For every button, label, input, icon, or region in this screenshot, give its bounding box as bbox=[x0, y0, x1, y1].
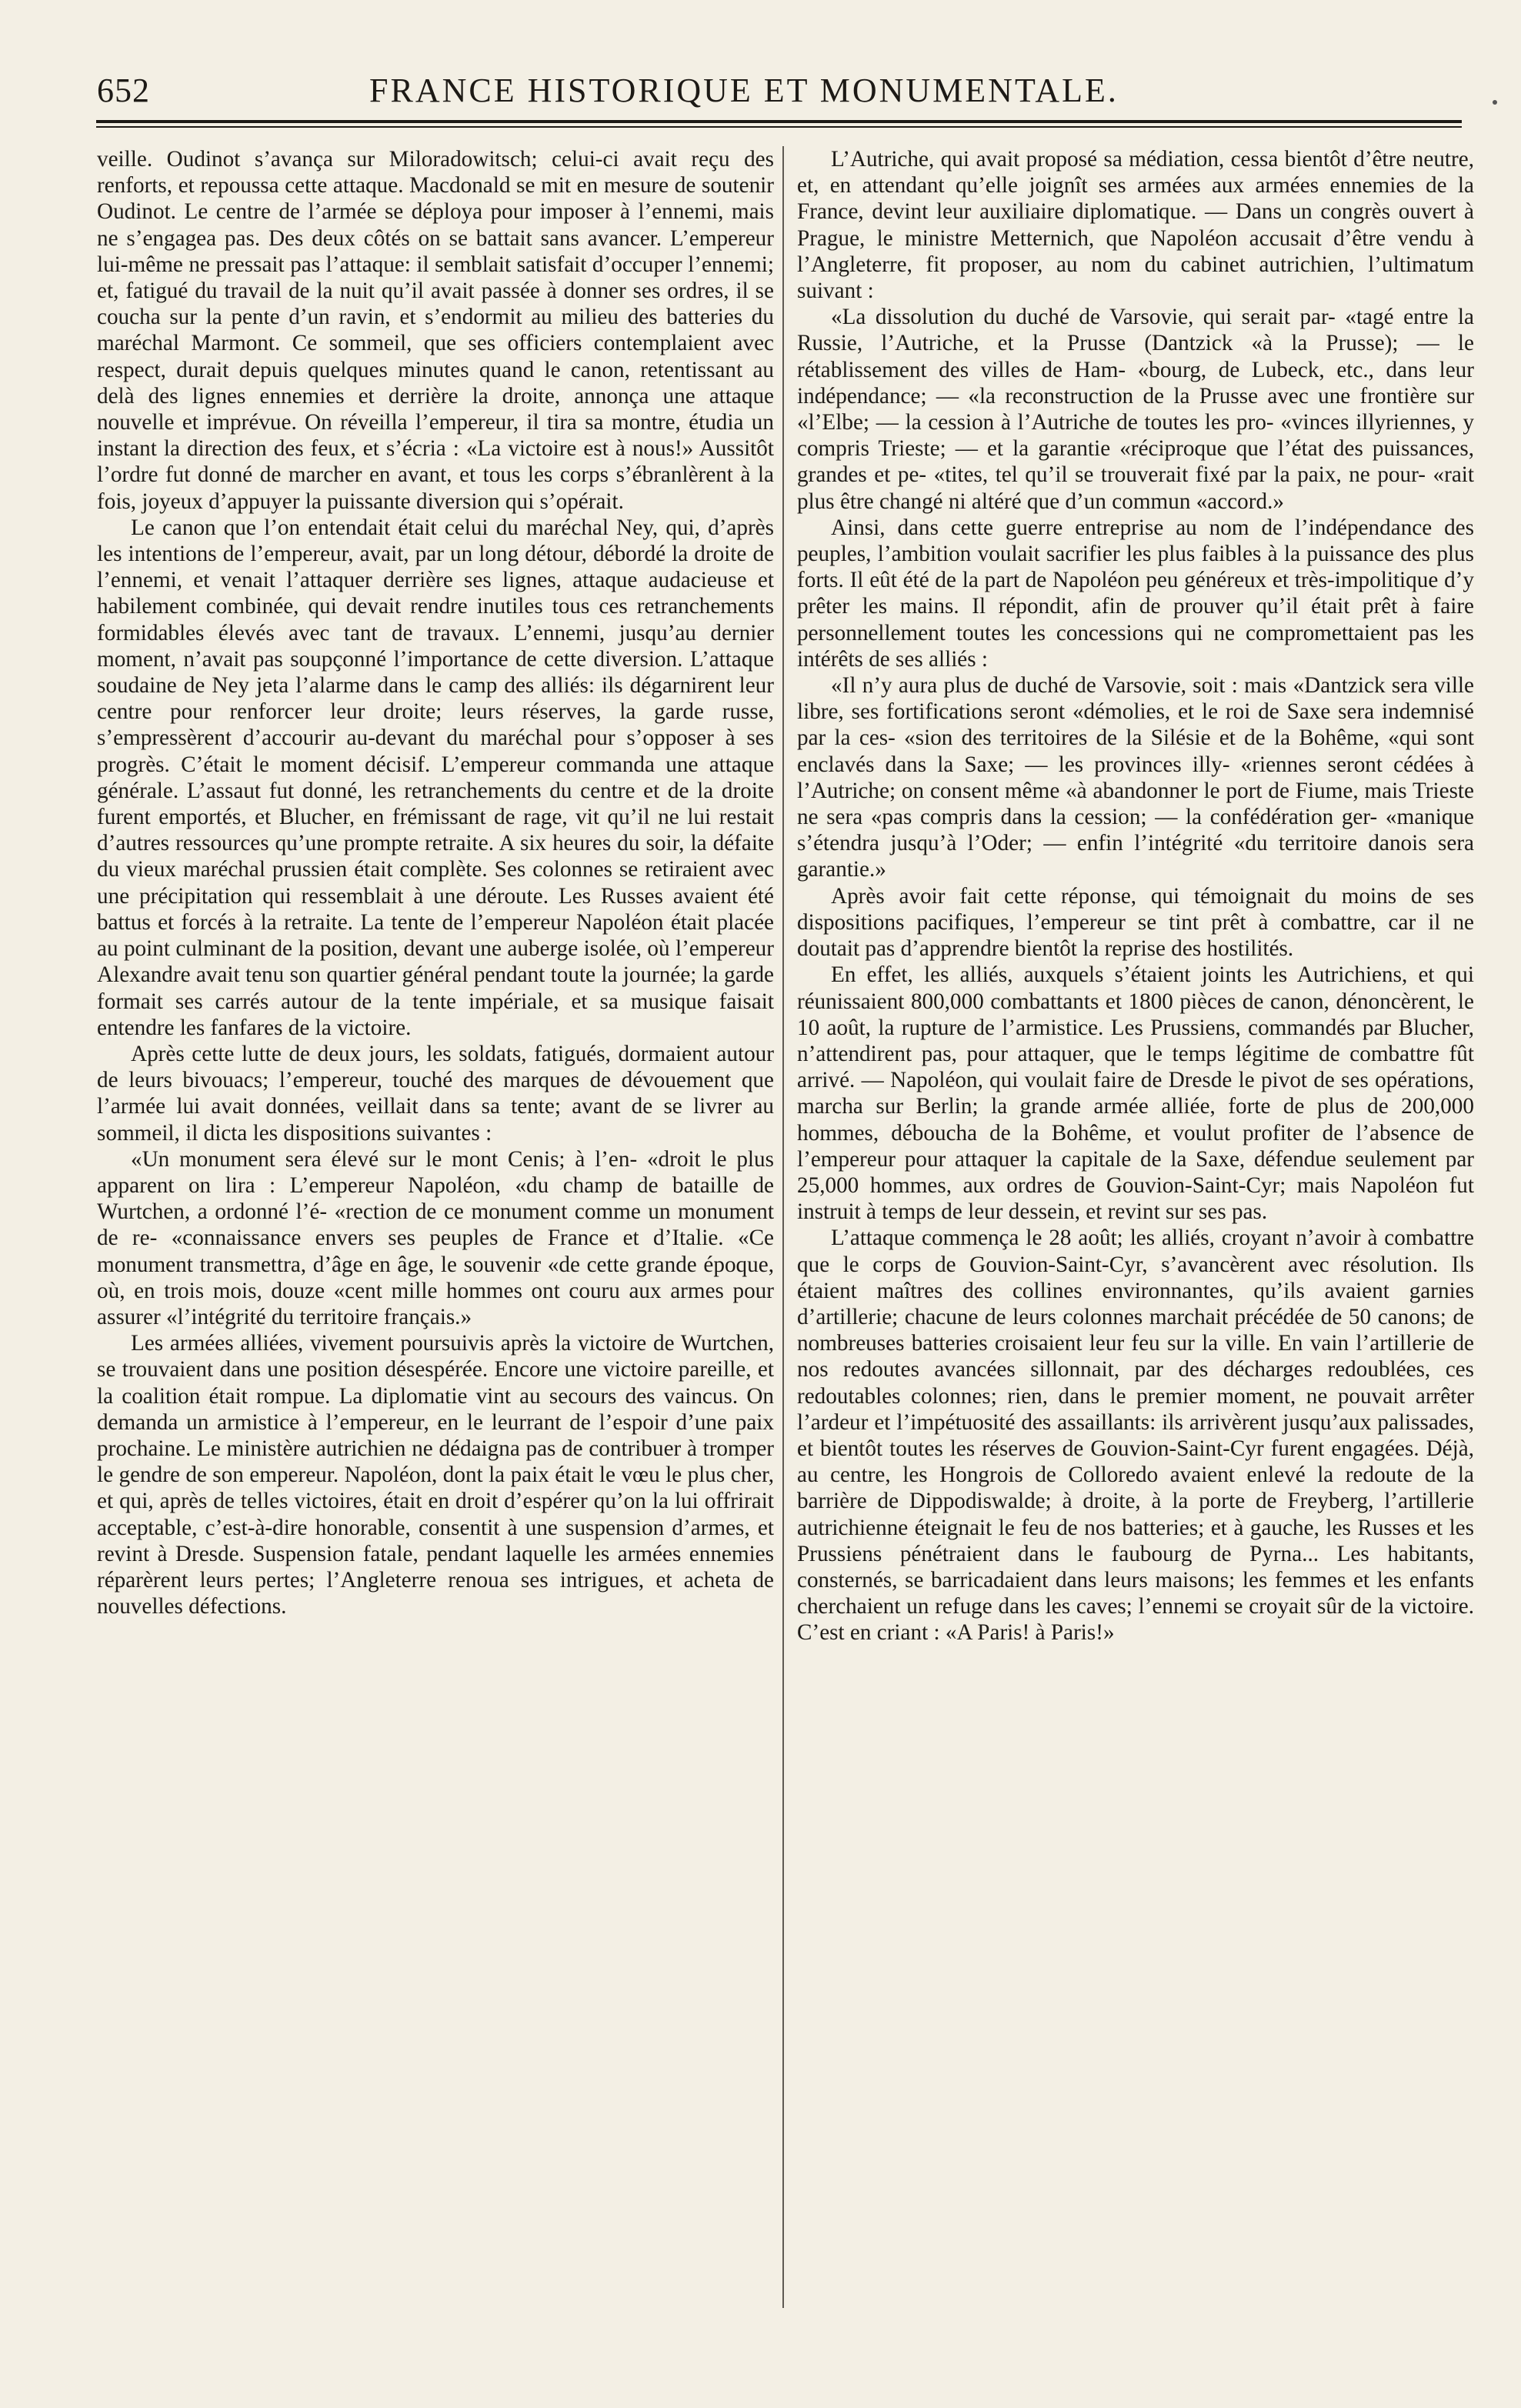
page-header bbox=[92, 71, 1477, 117]
right-column bbox=[797, 146, 1474, 1646]
paragraph: L’attaque commença le 28 août; les alliés, croyant n’avoir à combattre que le corps de Gouvion-Saint-Cyr, s’avancèrent avec résolution. Ils étaient maîtres des collines environnantes, qu’ils avaient garnies d’artillerie; chacune de leurs colonnes marchait précédée de 50 canons; de nombreuses batteries croisaient leur feu sur la ville. En vain l’artillerie de nos redoutes avancées sillonnait, par des décharges redoublées, ces redoutables colonnes; rien, dans le premier moment, ne pouvait arrêter l’ardeur et l’impétuosité des assaillants: ils arrivèrent jusqu’aux palissades, et bientôt toutes les réserves de Gouvion-Saint-Cyr furent engagées. Déjà, au centre, les Hongrois de Colloredo avaient enlevé la redoute de la barrière de Dippodiswalde; à droite, à la porte de Freyberg, l’artillerie autrichienne éteignait le feu de nos batteries; et à gauche, les Russes et les Prussiens pénétraient dans le faubourg de Pyrna... Les habitants, consternés, se barricadaient dans leurs maisons; les femmes et les enfants cherchaient un refuge dans les caves; l’ennemi se croyait sûr de la victoire. C’est en criant : «A Paris! à Paris!» bbox=[797, 1226, 1474, 1646]
margin-mark bbox=[1493, 100, 1497, 105]
quotation: «Un monument sera élevé sur le mont Cenis; à l’en- «droit le plus apparent on lira : L’empereur Napoléon, «du champ de bataille de Wurtchen, a ordonné l’é- «rection de ce monument comme un monument de re- «connaissance envers ses peuples de France et d’Italie. «Ce monument transmettra, d’âge en âge, le souvenir «de cette grande époque, où, en trois mois, douze «cent mille hommes ont couru aux armes pour assurer «l’intégrité du territoire français.» bbox=[97, 1146, 774, 1329]
running-title: FRANCE HISTORIQUE ET MONUMENTALE. bbox=[369, 72, 1119, 109]
paragraph: Le canon que l’on entendait était celui du maréchal Ney, qui, d’après les intentions de l’empereur, avait, par un long détour, débordé la droite de l’ennemi, et venait l’attaquer derrière ses lignes, attaque audacieuse et habilement combinée, qui devait rendre inutiles tous ces retranchements formidables élevés avec tant de travaux. L’ennemi, jusqu’au dernier moment, n’avait pas soupçonné l’importance de cette diversion. L’attaque soudaine de Ney jeta l’alarme dans le camp des alliés: ils dégarnirent leur centre pour renforcer leur droite; leurs réserves, la garde russe, s’empressèrent d’accourir au-devant du maréchal pour s’opposer à ses progrès. C’était le moment décisif. L’empereur commanda une attaque générale. L’assaut fut donné, les retranchements du centre et de la droite furent emportés, et Blucher, en frémissant de rage, vit qu’il ne lui restait d’autres ressources qu’une prompte retraite. A six heures du soir, la défaite du vieux maréchal prussien était complète. Ses colonnes se retiraient avec une précipitation qui ressemblait à une déroute. Les Russes avaient été battus et forcés à la retraite. La tente de l’empereur Napoléon était placée au point culminant de la position, devant une auberge isolée, où l’empereur Alexandre avait tenu son quartier général pendant toute la journée; la garde formait ses carrés autour de la tente impériale, et sa musique faisait entendre les fanfares de la victoire. bbox=[97, 515, 774, 1040]
paragraph: En effet, les alliés, auxquels s’étaient joints les Autrichiens, et qui réunissaient 800,000 combattants et 1800 pièces de canon, dénoncèrent, le 10 août, la rupture de l’armistice. Les Prussiens, commandés par Blucher, n’attendirent pas, pour attaquer, que le temps légitime de combattre fût arrivé. — Napoléon, qui voulait faire de Dresde le pivot de ses opérations, marcha sur Berlin; la grande armée alliée, forte de plus de 200,000 hommes, déboucha de la Bohême, et voulut profiter de l’absence de l’empereur pour attaquer la capitale de la Saxe, défendue seulement par 25,000 hommes, aux ordres de Gouvion-Saint-Cyr; mais Napoléon fut instruit à temps de leur dessein, et revint sur ses pas. bbox=[797, 962, 1474, 1225]
paragraph: Ainsi, dans cette guerre entreprise au nom de l’indépendance des peuples, l’ambition voulait sacrifier les plus faibles à la puissance des plus forts. Il eût été de la part de Napoléon peu généreux et très-impolitique d’y prêter les mains. Il répondit, afin de prouver qu’il était prêt à faire personnellement toutes les concessions qui ne compromettaient pas les intérêts de ses alliés : bbox=[797, 515, 1474, 672]
quotation: «La dissolution du duché de Varsovie, qui serait par- «tagé entre la Russie, l’Autriche, et la Prusse (Dantzick «à la Prusse); — le rétablissement des villes de Ham- «bourg, de Lubeck, etc., dans leur indépendance; — «la reconstruction de la Prusse avec une frontière sur «l’Elbe; — la cession à l’Autriche de toutes les pro- «vinces illyriennes, y compris Trieste; — et la garantie «réciproque que l’état des puissances, grandes et pe- «tites, tel qu’il se trouverait fixé par la paix, ne pour- «rait plus être changé ni altéré que d’un commun «accord.» bbox=[797, 305, 1474, 514]
quotation: «Il n’y aura plus de duché de Varsovie, soit : mais «Dantzick sera ville libre, ses fortifications seront «démolies, et le roi de Saxe sera indemnisé par la ces- «sion des territoires de la Silésie et de la Bohême, «qui sont enclavés dans la Saxe; — les provinces illy- «riennes seront cédées à l’Autriche; on consent même «à abandonner le port de Fiume, mais Trieste ne sera «pas compris dans la cession; — la confédération ger- «manique s’étendra jusqu’à l’Oder; — enfin l’intégrité «du territoire danois sera garantie.» bbox=[797, 673, 1474, 882]
page-number: 652 bbox=[97, 72, 150, 109]
paragraph: Les armées alliées, vivement poursuivis après la victoire de Wurtchen, se trouvaient dans une position désespérée. Encore une victoire pareille, et la coalition était rompue. La diplomatie vint au secours des vaincus. On demanda un armistice à l’empereur, en le leurrant de l’espoir d’une paix prochaine. Le ministère autrichien ne dédaigna pas de contribuer à tromper le gendre de son empereur. Napoléon, dont la paix était le vœu le plus cher, et qui, après de telles victoires, était en droit d’espérer qu’on la lui offrirait acceptable, c’est-à-dire honorable, consentit à une suspension d’armes, et revint à Dresde. Suspension fatale, pendant laquelle les armées ennemies réparèrent leurs pertes; l’Angleterre renoua ses intrigues, et acheta de nouvelles défections. bbox=[97, 1331, 774, 1619]
paragraph: L’Autriche, qui avait proposé sa médiation, cessa bientôt d’être neutre, et, en attendant qu’elle joignît ses armées aux armées ennemies de la France, devint leur auxiliaire diplomatique. — Dans un congrès ouvert à Prague, le ministre Metternich, que Napoléon accusait d’être vendu à l’Angleterre, fit proposer, au nom du cabinet autrichien, l’ultimatum suivant : bbox=[797, 147, 1474, 304]
header-rule-thick bbox=[96, 120, 1462, 123]
left-column bbox=[97, 146, 774, 1619]
paragraph: veille. Oudinot s’avança sur Miloradowitsch; celui-ci avait reçu des renforts, et repoussa cette attaque. Macdonald se mit en mesure de soutenir Oudinot. Le centre de l’armée se déploya pour imposer à l’ennemi, mais ne s’engagea pas. Des deux côtés on se battait sans avancer. L’empereur lui-même ne pressait pas l’attaque: il semblait satisfait d’occuper l’ennemi; et, fatigué du travail de la nuit qu’il avait passée à donner ses ordres, il se coucha sur la pente d’un ravin, et s’endormit au milieu des batteries du maréchal Marmont. Ce sommeil, que ses officiers contemplaient avec respect, durait depuis quelques minutes quand le canon, retentissant au delà des lignes ennemies et derrière la droite, annonça une attaque nouvelle et imprévue. On réveilla l’empereur, il tira sa montre, étudia un instant la direction des feux, et s’écria : «La victoire est à nous!» Aussitôt l’ordre fut donné de marcher en avant, et tous les corps s’ébranlèrent à la fois, joyeux d’appuyer la puissante diversion qui s’opérait. bbox=[97, 147, 774, 514]
paragraph: Après avoir fait cette réponse, qui témoignait du moins de ses dispositions pacifiques, l’empereur se tint prêt à combattre, car il ne doutait pas d’apprendre bientôt la reprise des hostilités. bbox=[797, 883, 1474, 962]
header-rule-thin bbox=[96, 126, 1462, 128]
paragraph: Après cette lutte de deux jours, les soldats, fatigués, dormaient autour de leurs bivouacs; l’empereur, touché des marques de dévouement que l’armée lui avait données, veillait dans sa tente; avant de se livrer au sommeil, il dicta les dispositions suivantes : bbox=[97, 1041, 774, 1146]
column-divider bbox=[782, 146, 784, 2308]
